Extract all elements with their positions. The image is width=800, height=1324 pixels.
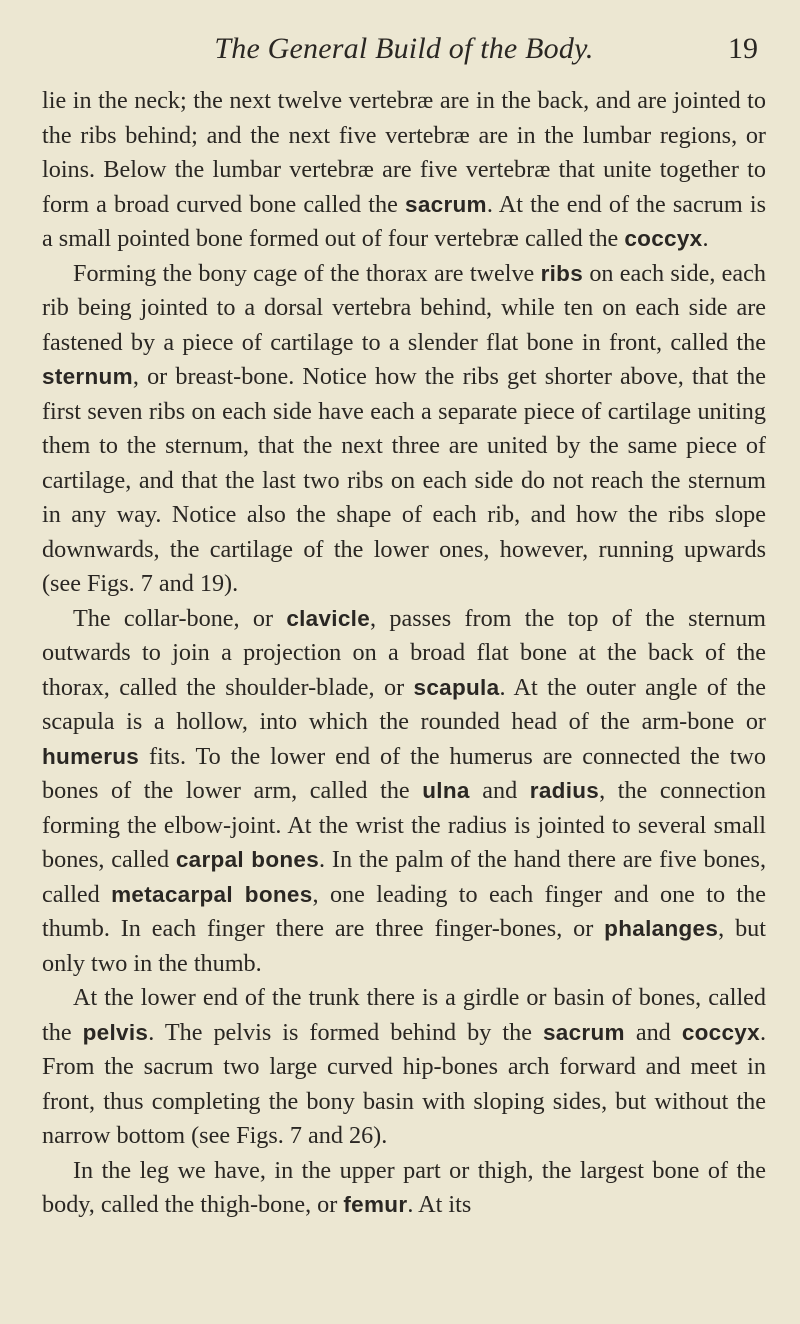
text-run: The collar-bone, or	[73, 604, 287, 632]
anatomical-term: clavicle	[286, 605, 371, 631]
paragraph	[42, 1154, 766, 1223]
anatomical-term: sacrum	[405, 191, 487, 217]
text-run: , the connection forming the elbow-joint. At the wrist the radius is jointed to several small bones, called	[42, 777, 766, 873]
anatomical-term: ulna	[422, 778, 470, 803]
paragraph	[42, 981, 766, 1154]
text-run: , but only two in the thumb.	[42, 915, 766, 977]
page-header	[42, 26, 766, 84]
text-run: . In the palm of the hand there are five bones, called	[42, 846, 767, 908]
paragraph	[42, 602, 766, 982]
text-run: Forming the bony cage of the thorax are twelve	[73, 259, 541, 287]
anatomical-term: coccyx	[681, 1019, 760, 1045]
text-run: . At the outer angle of the scapula is a hollow, into which the rounded head of the arm-bone or	[42, 673, 766, 735]
text-run: .	[702, 225, 709, 252]
text-run: , passes from the top of the sternum outwards to join a projection on a broad flat bone at the back of the thorax, called the shoulder-blade, or	[42, 604, 766, 701]
running-title: The General Build of the Body.	[214, 32, 594, 65]
text-run: At the lower end of the trunk there is a girdle or basin of bones, called the	[42, 984, 766, 1046]
text-run: fits. To the lower end of the humerus are connected the two bones of the lower arm, called the	[42, 742, 766, 804]
anatomical-term: radius	[529, 778, 600, 803]
text-run: . The pelvis is formed behind by the	[148, 1018, 543, 1046]
text-run: . From the sacrum two large curved hip-bones arch forward and meet in front, thus completing the bony basin with sloping sides, but without the narrow bottom (see Figs. 7 and 26).	[42, 1018, 766, 1149]
anatomical-term: scapula	[413, 674, 500, 700]
text-run: , or breast-bone. Notice how the ribs get shorter above, that the first seven ribs on each side have each a separate piece of cartilage uniting them to the sternum, that the next three are united by the same piece of cartilage, and that the last two ribs on each side do not reach the sternum in any way. Notice also the shape of each rib, and how the ribs slope downwards, the cartilage of the lower ones, however, running upwards (see Figs. 7 and 19).	[42, 363, 766, 597]
text-run: lie in the neck; the next twelve vertebræ are in the back, and are jointed to the ribs behind; and the next five vertebræ are in the lumbar regions, or loins. Below the lumbar vertebræ are five vertebræ that unite together to form a broad curved bone called the	[42, 87, 766, 218]
anatomical-term: ribs	[540, 260, 584, 286]
body-text	[42, 84, 766, 1223]
anatomical-term: metacarpal bones	[111, 881, 313, 907]
text-run: and	[624, 1018, 682, 1046]
anatomical-term: carpal bones	[175, 847, 320, 872]
page-number: 19	[728, 32, 758, 65]
anatomical-term: femur	[343, 1192, 408, 1217]
anatomical-term: humerus	[42, 743, 140, 769]
text-run: and	[469, 777, 530, 804]
anatomical-term: phalanges	[604, 916, 719, 941]
text-run: . At the end of the sacrum is a small pointed bone formed out of four vertebræ called the	[42, 190, 766, 252]
anatomical-term: sternum	[42, 364, 133, 389]
text-run: In the leg we have, in the upper part or thigh, the largest bone of the body, called the thigh-bone, or	[42, 1156, 766, 1218]
anatomical-term: coccyx	[624, 226, 703, 251]
text-run: on each side, each rib being jointed to a dorsal vertebra behind, while ten on each side are fastened by a piece of cartilage to a slender flat bone in front, called the	[42, 259, 766, 356]
anatomical-term: pelvis	[82, 1019, 149, 1045]
paragraph	[42, 257, 766, 602]
text-run: , one leading to each finger and one to the thumb. In each finger there are three finger-bones, or	[42, 880, 766, 942]
paragraph	[42, 84, 766, 257]
text-run: . At its	[407, 1191, 472, 1218]
anatomical-term: sacrum	[542, 1019, 625, 1045]
